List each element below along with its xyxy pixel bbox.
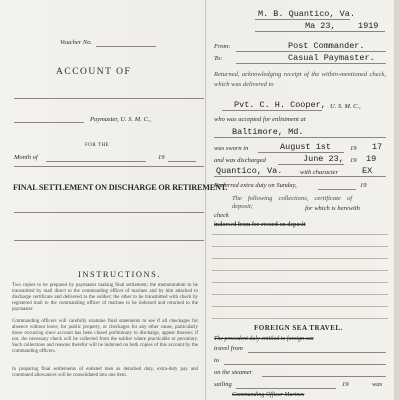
sworn-date: August 1st bbox=[280, 142, 332, 152]
stamp-line: indorsed from for record on deposit bbox=[214, 222, 306, 228]
instructions-heading: INSTRUCTIONS. bbox=[78, 269, 162, 279]
discharged-line bbox=[278, 164, 344, 165]
from-line bbox=[236, 51, 386, 52]
was-label: was bbox=[372, 381, 383, 388]
sworn-year: 17 bbox=[372, 142, 383, 152]
instruction-paragraph-2: Commanding officers will carefully examine final statements to see if all checkages for absence without leave, for public property, or checkages for any other cause, particularly those occurring since account has been closed preliminary to discharge, appear thereon; if not, the necessary check will be collected from the soldier where practicable or pecuniary. Such collections and reasons therefor will be indorsed on both copies of this account by the commanding officers. bbox=[12, 319, 198, 354]
foreign-line: The precedent duly entitled to foreign sea bbox=[214, 336, 314, 342]
month-year-line bbox=[168, 161, 196, 162]
for-line bbox=[14, 166, 204, 167]
voucher-label: Voucher No. bbox=[60, 39, 93, 46]
column-divider bbox=[205, 0, 206, 400]
enlist-line bbox=[214, 137, 386, 138]
steamer-line bbox=[262, 376, 386, 377]
blank-line-1 bbox=[14, 212, 204, 213]
instruction-paragraph-1: Two copies to be prepared by paymaster making final settlement; the memorandum to be transmitted by mail direct to the commanding officer of marines and by him attached to discharge certificate and delivered to the soldier; the other to be transmitted with check by registered mail to the commanding officer of marines to be indorsed and returned to the paymaster. bbox=[12, 283, 198, 312]
to-line-2 bbox=[224, 364, 386, 365]
sailing-year: 19 bbox=[342, 381, 349, 388]
to-label: To: bbox=[214, 55, 223, 62]
accepted-text: who was accepted for enlistment at bbox=[214, 116, 306, 123]
rule-3 bbox=[212, 258, 388, 259]
instruction-paragraph-3: In preparing final settlements of enlisted men as detached duty, extra-duty pay and commuted allowances will be consolidated into one item. bbox=[12, 367, 198, 378]
account-heading: ACCOUNT OF bbox=[56, 67, 132, 77]
character-line bbox=[214, 176, 386, 177]
check-label: check bbox=[214, 212, 229, 219]
to-value: Casual Paymaster. bbox=[288, 53, 375, 63]
discharged-date: June 23, bbox=[303, 154, 344, 164]
for-label: FOR THE bbox=[85, 143, 110, 148]
usmc-label: U. S. M. C., bbox=[330, 103, 361, 110]
voucher-line bbox=[96, 46, 156, 47]
from-label: From: bbox=[214, 43, 231, 50]
to-line bbox=[236, 63, 386, 64]
header-year: 1919 bbox=[358, 21, 379, 31]
page-edge bbox=[394, 0, 400, 400]
delivered-line bbox=[222, 110, 322, 111]
final-settlement-title: FINAL SETTLEMENT ON DISCHARGE OR RETIREMENT. bbox=[13, 183, 228, 192]
travel-label: travel from bbox=[214, 345, 243, 352]
rule-7 bbox=[212, 306, 388, 307]
sworn-line bbox=[258, 152, 344, 153]
sailing-line bbox=[236, 388, 336, 389]
preferred-label: Preferred extra duty on Sunday, bbox=[214, 182, 297, 189]
herewith-text: for which is herewith bbox=[305, 205, 360, 212]
month-line bbox=[46, 161, 146, 162]
rule-6 bbox=[212, 294, 388, 295]
place-line bbox=[255, 19, 350, 20]
preferred-year: 19 bbox=[360, 182, 367, 189]
month-year: 19 bbox=[158, 154, 165, 161]
month-label: Month of bbox=[14, 154, 38, 161]
blank-line-2 bbox=[14, 240, 204, 241]
rule-1 bbox=[212, 234, 388, 235]
header-date: Ma 23, bbox=[305, 21, 336, 31]
discharged-label: and was discharged bbox=[214, 157, 266, 164]
discharge-place: Quantico, Va. bbox=[216, 166, 283, 176]
rule-8 bbox=[212, 318, 388, 319]
paymaster-label: Paymaster, U. S. M. C., bbox=[90, 116, 152, 123]
collections-text: The following collections, certificate of deposit; bbox=[232, 195, 352, 210]
from-value: Post Commander. bbox=[288, 41, 365, 51]
enlist-place: Baltimore, Md. bbox=[232, 127, 304, 137]
rule-5 bbox=[212, 282, 388, 283]
rule-4 bbox=[212, 270, 388, 271]
rule-2 bbox=[212, 246, 388, 247]
delivered-to: Pvt. C. H. Cooper, bbox=[234, 100, 326, 110]
sworn-label: was sworn in bbox=[214, 145, 249, 152]
character-value: EX bbox=[362, 166, 373, 176]
returned-text: Returned, acknowledging receipt of the within-mentioned check, which was delivered to bbox=[214, 71, 386, 88]
date-line bbox=[255, 31, 385, 32]
travel-line bbox=[248, 352, 386, 353]
paymaster-line bbox=[14, 122, 84, 123]
to-label-2: to bbox=[214, 357, 220, 364]
sworn-year-prefix: 19 bbox=[350, 145, 357, 152]
discharged-year: 19 bbox=[366, 154, 377, 164]
steamer-label: on the steamer bbox=[214, 369, 253, 376]
bottom-line: Commanding Officer Marines bbox=[232, 392, 305, 398]
character-label: with character bbox=[300, 169, 339, 176]
discharged-year-prefix: 19 bbox=[350, 157, 357, 164]
header-place: M. B. Quantico, Va. bbox=[258, 9, 355, 19]
preferred-line bbox=[318, 189, 356, 190]
account-line-1 bbox=[14, 98, 204, 99]
foreign-heading: FOREIGN SEA TRAVEL. bbox=[254, 324, 343, 332]
sailing-label: sailing bbox=[214, 381, 232, 388]
